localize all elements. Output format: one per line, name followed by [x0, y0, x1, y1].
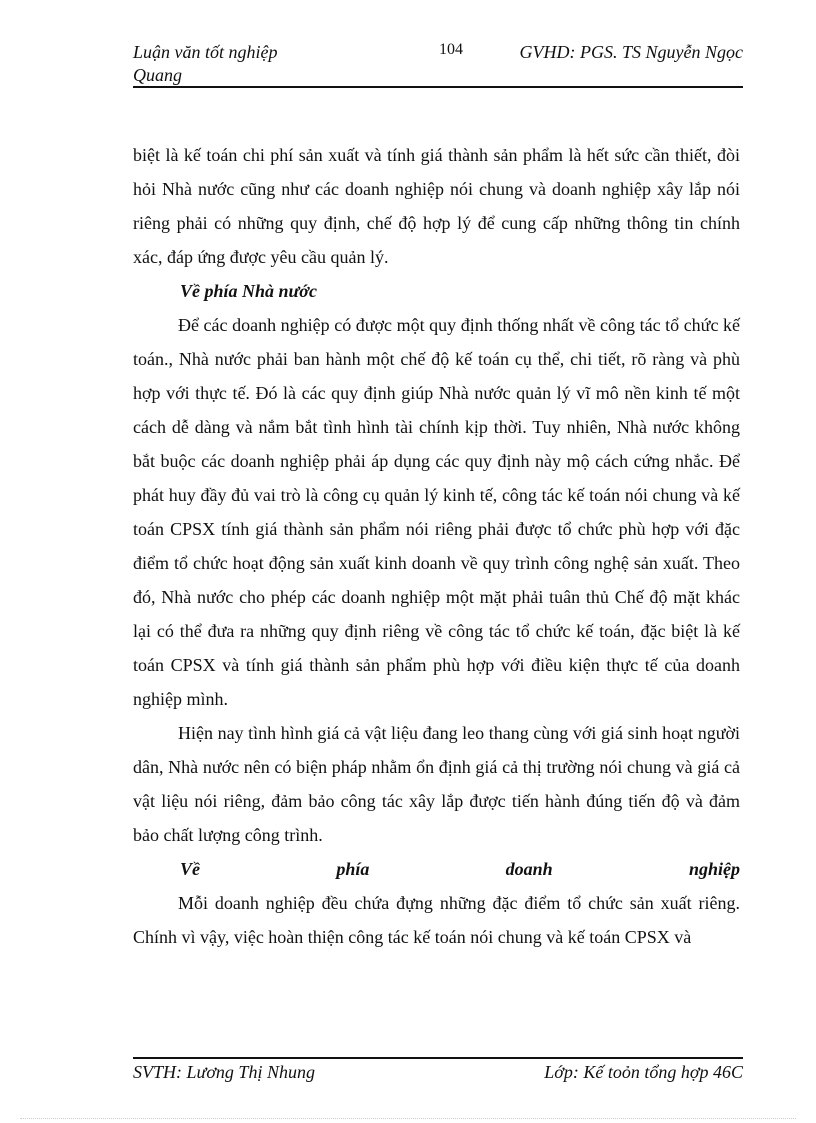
student-name: SVTH: Lương Thị Nhung: [133, 1062, 315, 1082]
intro-paragraph: biệt là kế toán chi phí sản xuất và tính giá thành sản phẩm là hết sức cần thiết, đòi hỏi Nhà nước cũng như các doanh nghiệp nói chung và doanh nghiệp xây lắp nói riêng phải có những quy định, chế độ hợp lý để cung cấp những thông tin chính xác, đáp ứng được yêu cầu quản lý.: [133, 145, 740, 267]
supervisor-name: GVHD: PGS. TS Nguyễn Ngọc: [519, 42, 743, 62]
footer-divider: [133, 1057, 743, 1059]
state-paragraph: Để các doanh nghiệp có được một quy định thống nhất về công tác tổ chức kế toán., Nhà nước phải ban hành một chế độ kế toán cụ thể, chi tiết, rõ ràng và phù hợp với thực tế. Đó là các quy định giúp Nhà nước quản lý vĩ mô nền kinh tế một cách dễ dàng và nắm bắt tình hình tài chính kịp thời. Tuy nhiên, Nhà nước không bắt buộc các doanh nghiệp phải áp dụng các quy định này mộ cách cứng nhắc. Để phát huy đầy đủ vai trò là công cụ quản lý kinh tế, công tác kế toán nói chung và kế toán CPSX tính giá thành sản phẩm nói riêng phải được tổ chức phù hợp với đặc điểm tổ chức hoạt động sản xuất kinh doanh về quy trình công nghệ sản xuất. Theo đó, Nhà nước cho phép các doanh nghiệp một mặt phải tuân thủ Chế độ mặt khác lại có thể đưa ra những quy định riêng về công tác tổ chức kế toán, đặc biệt là kế toán CPSX và tính giá thành sản phẩm phù hợp với điều kiện thực tế của doanh nghiệp mình.: [133, 315, 740, 709]
enterprise-paragraph: Mỗi doanh nghiệp đều chứa đựng những đặc điểm tổ chức sản xuất riêng. Chính vì vậy, việc hoàn thiện công tác kế toán nói chung và kế toán CPSX và: [133, 893, 740, 947]
header-divider: [133, 86, 743, 88]
page-edge: [20, 1118, 796, 1119]
page-body: [133, 138, 740, 954]
section-heading-enterprise: [133, 852, 740, 886]
heading-word: doanh: [505, 859, 553, 879]
price-paragraph: Hiện nay tình hình giá cả vật liệu đang leo thang cùng với giá sinh hoạt người dân, Nhà nước nên có biện pháp nhằm ổn định giá cả thị trường nói chung và giá cả vật liệu nói riêng, đảm bảo công tác xây lắp được tiến hành đúng tiến độ và đảm bảo chất lượng công trình.: [133, 723, 740, 845]
heading-word: Về: [180, 859, 200, 879]
heading-word: phía: [336, 859, 370, 879]
supervisor-name-continuation: Quang: [133, 65, 182, 85]
page-number: 104: [439, 41, 463, 58]
class-name: Lớp: Kế toỏn tổng hợp 46C: [544, 1062, 743, 1082]
section-heading-state: Về phía Nhà nước: [180, 281, 317, 301]
thesis-title: Luận văn tốt nghiệp: [133, 42, 278, 62]
page-header: [133, 38, 743, 86]
heading-word: nghiệp: [688, 859, 740, 879]
